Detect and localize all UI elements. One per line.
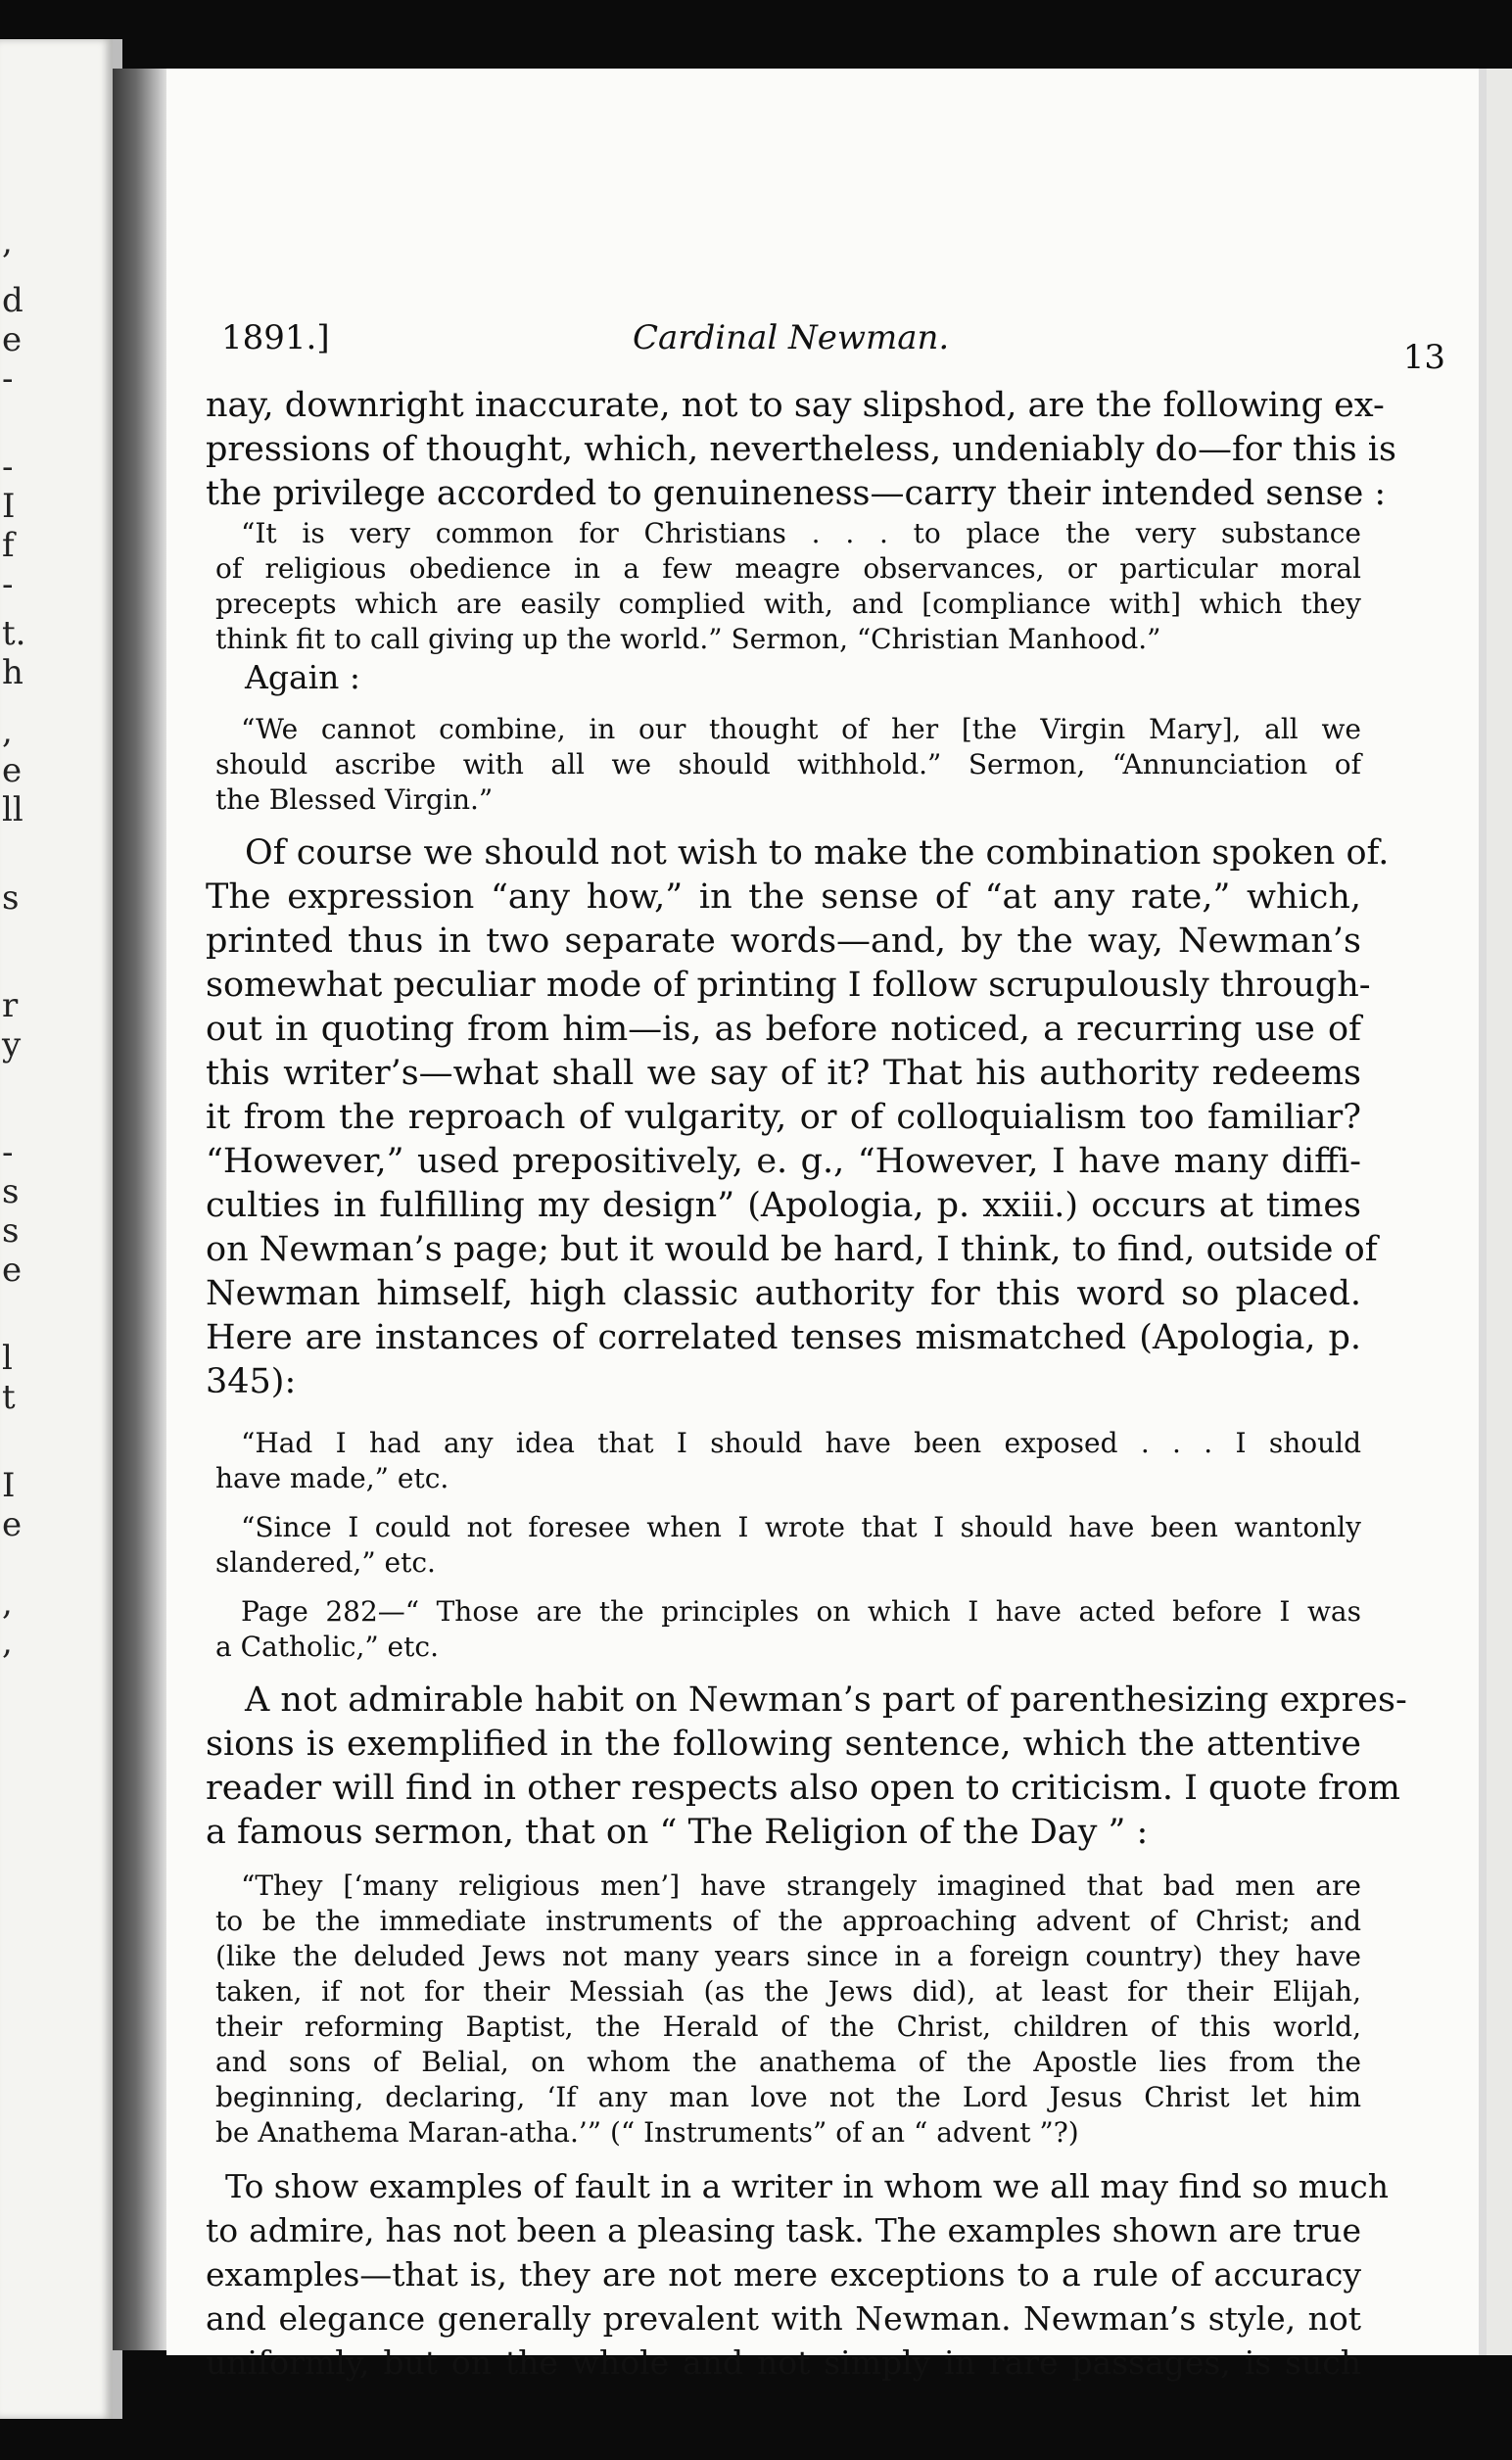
text-line: the privilege accorded to genuineness—carry their intended sense : xyxy=(206,474,1387,513)
text-line: nay, downright inaccurate, not to say slipshod, are the following ex- xyxy=(206,386,1385,425)
text-line: 345): xyxy=(206,1362,297,1401)
facing-page-fragment: e xyxy=(2,751,23,790)
paragraph-4 xyxy=(206,2164,1389,2385)
quote-line: precepts which are easily complied with, and [compliance with] which they xyxy=(215,588,1361,620)
text-line: reader will find in other respects also open to criticism. I quote from xyxy=(206,1769,1400,1808)
text-line: Of course we should not wish to make the combination spoken of. xyxy=(245,833,1390,873)
facing-page-fragment: I xyxy=(2,1466,16,1505)
facing-page-fragment: ll xyxy=(2,790,24,829)
facing-page-fragment: , xyxy=(2,1584,13,1623)
quote-line: of religious obedience in a few meagre observances, or particular moral xyxy=(215,552,1361,585)
facing-page-fragment: d xyxy=(2,281,24,320)
text-line: uniformly, but on the whole and not simply in rare passages, is such xyxy=(206,2343,1361,2382)
text-line: this writer’s—what shall we say of it? That his authority redeems xyxy=(206,1054,1361,1093)
text-line: somewhat peculiar mode of printing I follow scrupulously through- xyxy=(206,966,1371,1005)
quote-line: “It is very common for Christians . . . to place the very substance xyxy=(241,517,1361,549)
facing-page-fragment: s xyxy=(2,1172,20,1211)
text-line: Here are instances of correlated tenses mismatched (Apologia, p. xyxy=(206,1318,1361,1357)
facing-page-fragment: f xyxy=(2,526,15,565)
quote-line: (like the deluded Jews not many years since in a foreign country) they have xyxy=(215,1940,1361,1972)
quote-line: should ascribe with all we should withhold.” Sermon, “Annunciation of xyxy=(215,748,1361,781)
quote-line: be Anathema Maran-atha.’” (“ Instruments” of an “ advent ”?) xyxy=(215,2116,1079,2149)
quote-line: slandered,” etc. xyxy=(215,1546,436,1579)
facing-page-edge xyxy=(0,39,122,2419)
quote-line: to be the immediate instruments of the approaching advent of Christ; and xyxy=(215,1905,1361,1937)
facing-page-fragment: e xyxy=(2,320,23,359)
page-text xyxy=(206,384,1407,2385)
text-line: a famous sermon, that on “ The Religion of the Day ” : xyxy=(206,1813,1149,1852)
facing-page-fragment: y xyxy=(2,1025,22,1064)
book-gutter-shadow xyxy=(113,69,171,2350)
facing-page-fragment: e xyxy=(2,1505,23,1544)
text-line: “However,” used prepositively, e. g., “However, I have many diffi- xyxy=(206,1142,1361,1181)
text-line: on Newman’s page; but it would be hard, I think, to find, outside of xyxy=(206,1230,1378,1269)
facing-page-fragment: e xyxy=(2,1251,23,1290)
facing-page-fragment: s xyxy=(2,878,20,918)
paragraph-1 xyxy=(206,384,1396,516)
text-line: sions is exemplified in the following sentence, which the attentive xyxy=(206,1725,1361,1764)
quote-line: Page 282—“ Those are the principles on which I have acted before I was xyxy=(241,1595,1361,1628)
text-line: out in quoting from him—is, as before noticed, a recurring use of xyxy=(206,1010,1361,1049)
block-quote-2 xyxy=(206,712,1361,818)
text-line: To show examples of fault in a writer in whom we all may find so much xyxy=(225,2167,1389,2205)
facing-page-fragment: l xyxy=(2,1339,13,1378)
facing-page-fragment: s xyxy=(2,1211,20,1251)
quote-line: have made,” etc. xyxy=(215,1462,449,1494)
facing-page-fragment: t. xyxy=(2,614,26,653)
book-page xyxy=(166,69,1487,2382)
quote-line: the Blessed Virgin.” xyxy=(215,783,494,816)
text-line: to admire, has not been a pleasing task. The examples shown are true xyxy=(206,2211,1361,2249)
facing-page-fragment: r xyxy=(2,986,19,1025)
paragraph-3 xyxy=(206,1679,1407,1855)
text-line: printed thus in two separate words—and, by the way, Newman’s xyxy=(206,922,1361,961)
page-number: 13 xyxy=(1402,338,1445,377)
header-title: Cardinal Newman. xyxy=(633,318,950,357)
facing-page-fragment: - xyxy=(2,359,14,399)
facing-page-fragment: - xyxy=(2,565,14,604)
running-head xyxy=(221,318,1445,377)
facing-page-fragment: - xyxy=(2,448,14,487)
quote-line: a Catholic,” etc. xyxy=(215,1631,439,1663)
text-line: and elegance generally prevalent with Newman. Newman’s style, not xyxy=(206,2299,1361,2338)
text-line: it from the reproach of vulgarity, or of colloquialism too familiar? xyxy=(206,1098,1361,1137)
block-quote-3 xyxy=(206,1426,1361,1496)
quote-line: “Had I had any idea that I should have been exposed . . . I should xyxy=(241,1427,1361,1459)
facing-page-fragment: , xyxy=(2,712,13,751)
block-quote-6 xyxy=(206,1869,1361,2151)
paragraph-2 xyxy=(206,831,1390,1404)
quote-line: “We cannot combine, in our thought of her [the Virgin Mary], all we xyxy=(241,713,1361,745)
facing-page-fragment: , xyxy=(2,222,13,261)
quote-line: “They [‘many religious men’] have strangely imagined that bad men are xyxy=(241,1869,1361,1902)
scan-background xyxy=(0,2419,1512,2460)
block-quote-1 xyxy=(206,516,1361,657)
text-line: Newman himself, high classic authority for this word so placed. xyxy=(206,1274,1361,1313)
block-quote-5 xyxy=(206,1594,1361,1665)
facing-page-fragment: , xyxy=(2,1623,13,1662)
text-line: pressions of thought, which, nevertheless, undeniably do—for this is xyxy=(206,430,1396,469)
facing-page-fragment: I xyxy=(2,487,16,526)
facing-page-fragment: t xyxy=(2,1378,16,1417)
text-line: culties in fulfilling my design” (Apologia, p. xxiii.) occurs at times xyxy=(206,1186,1361,1225)
text-line: examples—that is, they are not mere exceptions to a rule of accuracy xyxy=(206,2255,1361,2294)
facing-page-fragment: h xyxy=(2,653,24,692)
text-line: The expression “any how,” in the sense of “at any rate,” which, xyxy=(206,877,1361,917)
facing-page-fragment: - xyxy=(2,1133,14,1172)
quote-line: and sons of Belial, on whom the anathema of the Apostle lies from the xyxy=(215,2046,1361,2078)
text-line: A not admirable habit on Newman’s part of parenthesizing expres- xyxy=(245,1680,1407,1720)
block-quote-4 xyxy=(206,1510,1361,1581)
quote-line: beginning, declaring, ‘If any man love not the Lord Jesus Christ let him xyxy=(215,2081,1361,2113)
quote-line: think fit to call giving up the world.” Sermon, “Christian Manhood.” xyxy=(215,623,1161,655)
header-year: 1891.] xyxy=(221,318,330,357)
quote-line: taken, if not for their Messiah (as the Jews did), at least for their Elijah, xyxy=(215,1975,1361,2008)
quote-line: “Since I could not foresee when I wrote that I should have been wantonly xyxy=(241,1511,1361,1543)
again-label: Again : xyxy=(245,658,361,696)
quote-line: their reforming Baptist, the Herald of the Christ, children of this world, xyxy=(215,2011,1361,2043)
